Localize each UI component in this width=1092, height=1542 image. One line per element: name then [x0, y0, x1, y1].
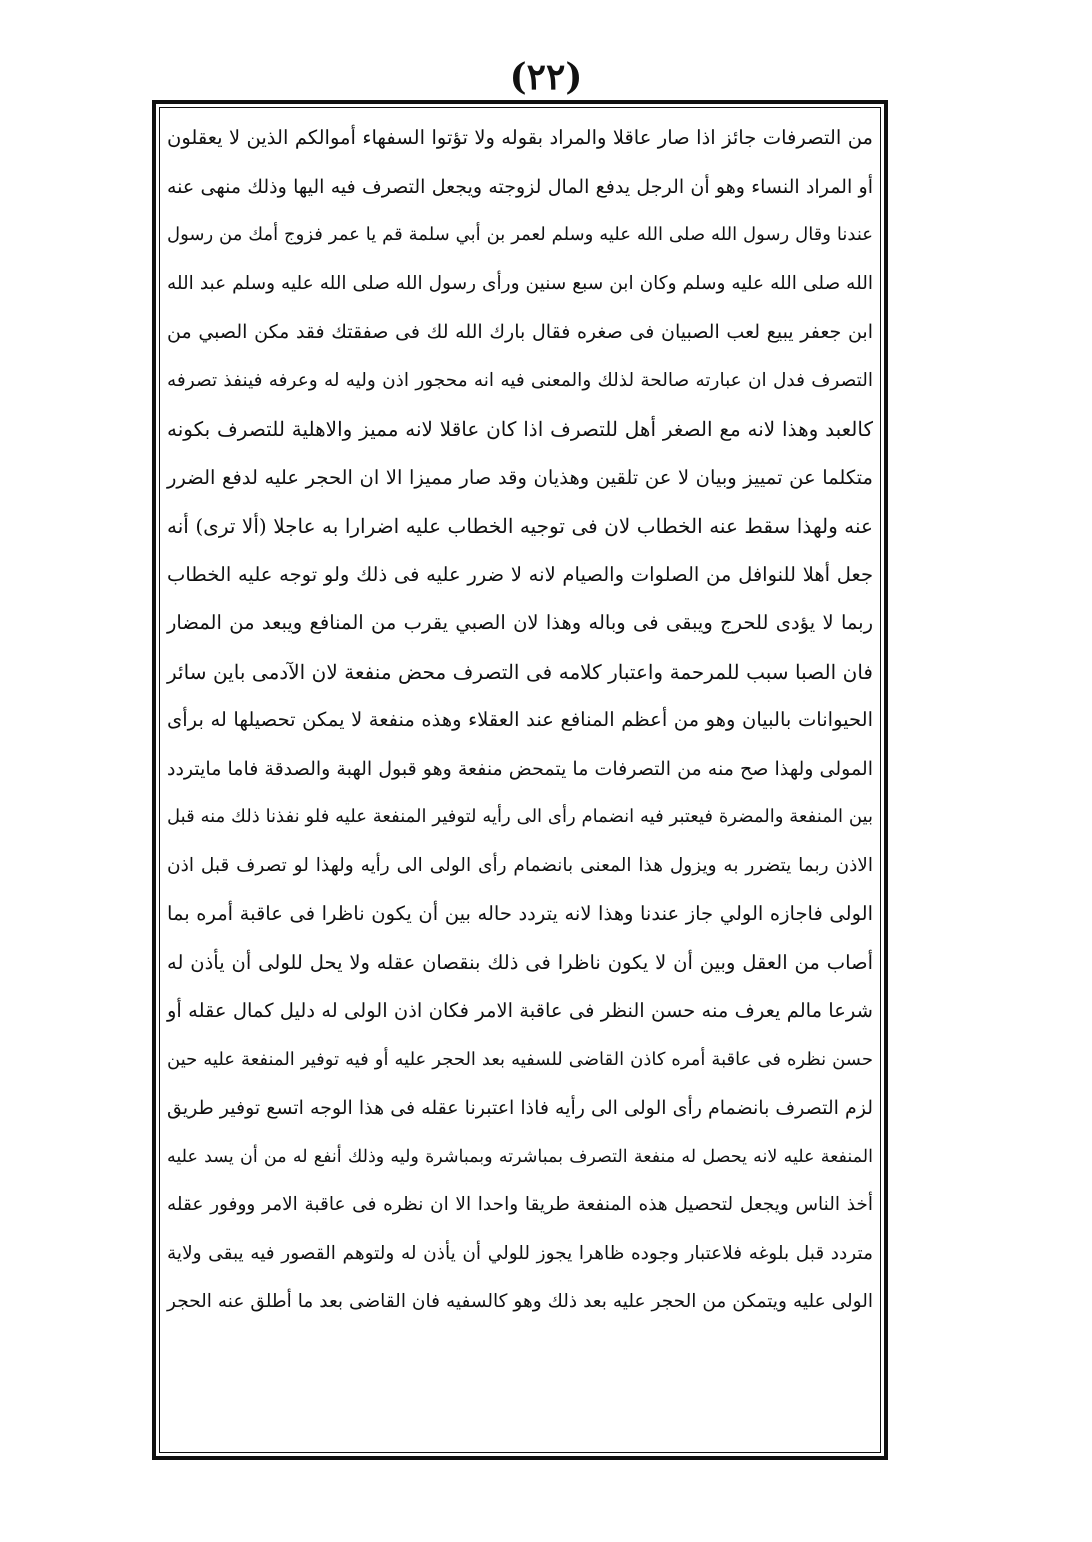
text-line: أخذ الناس ويجعل لتحصيل هذه المنفعة طريقا واحدا الا ان نظره فى عاقبة الامر ووفور عقله	[167, 1194, 873, 1215]
text-line: ربما لا يؤدى للحرج ويبقى فى وباله وهذا لان الصبي يقرب من المنافع ويبعد من المضار	[167, 611, 873, 634]
text-line: عنه ولهذا سقط عنه الخطاب لان فى توجيه الخطاب عليه اضرارا به عاجلا (ألا ترى) أنه	[167, 514, 873, 538]
text-line: بين المنفعة والمضرة فيعتبر فيه انضمام رأى الى رأيه لتوفير المنفعة عليه فلو نفذنا ذلك منه قبل	[167, 806, 873, 827]
text-line: جعل أهلا للنوافل من الصلوات والصيام لانه لا ضرر عليه فى ذلك ولو توجه عليه الخطاب	[167, 562, 873, 586]
text-line: من التصرفات جائز اذا صار عاقلا والمراد بقوله ولا تؤتوا السفهاء أموالكم الذين لا يعقلون	[167, 126, 873, 149]
text-line: شرعا مالم يعرف منه حسن النظر فى عاقبة الامر فكان اذن الولى له دليل كمال عقله أو	[167, 999, 873, 1022]
body-text	[165, 114, 875, 1450]
text-line: أصاب من العقل وبين أن لا يكون ناظرا فى ذلك بنقصان عقله ولا يحل للولى أن يأذن له	[167, 950, 873, 974]
text-line: متردد قبل بلوغه فلاعتبار وجوده ظاهرا يجوز للولي أن يأذن له ولتوهم القصور فيه يبقى ولاية	[167, 1242, 873, 1264]
text-line: المولى ولهذا صح منه من التصرفات ما يتمحض منفعة وهو قبول الهبة والصدقة فاما مايتردد	[167, 757, 873, 780]
text-line: التصرف فدل ان عبارته صالحة لذلك والمعنى فيه انه محجور اذن وليه له وعرفه فينفذ تصرفه	[167, 369, 873, 391]
text-line: الله صلى الله عليه وسلم وكان ابن سبع سنين ورأى رسول الله صلى الله عليه وسلم عبد الله	[167, 272, 873, 294]
text-line: متكلما عن تمييز وبيان لا عن تلقين وهذيان وقد صار مميزا الا ان الحجر عليه لدفع الضرر	[167, 465, 873, 489]
text-line: كالعبد وهذا لانه مع الصغر أهل للتصرف اذا كان عاقلا لانه مميز والاهلية للتصرف بكونه	[167, 417, 873, 441]
text-line: لزم التصرف بانضمام رأى الولى الى رأيه فاذا اعتبرنا عقله فى هذا الوجه اتسع توفير طريق	[167, 1097, 873, 1119]
text-line: الحيوانات بالبيان وهو من أعظم المنافع عند العقلاء وهذه منفعة لا يمكن تحصيلها له برأى	[167, 708, 873, 731]
text-line: المنفعة عليه لانه يحصل له منفعة التصرف بمباشرته وبمباشرة وليه وذلك أنفع له من أن يسد عليه	[167, 1146, 873, 1167]
page-number: (٢٢)	[509, 56, 583, 98]
text-line: الاذن ربما يتضرر به ويزول هذا المعنى بانضمام رأى الولى الى رأيه ولهذا لو تصرف قبل اذن	[167, 854, 873, 876]
text-line: الولى عليه ويتمكن من الحجر عليه بعد ذلك وهو كالسفيه فان القاضى بعد ما أطلق عنه الحجر	[167, 1291, 873, 1312]
text-line: فان الصبا سبب للمرحمة واعتبار كلامه فى التصرف محض منفعة لان الآدمى باين سائر	[167, 659, 873, 684]
text-line: حسن نظره فى عاقبة أمره كاذن القاضى للسفيه بعد الحجر عليه أو فيه توفير المنفعة عليه حين	[167, 1048, 873, 1070]
text-line: أو المراد النساء وهو أن الرجل يدفع المال لزوجته ويجعل التصرف فيه اليها وذلك منهى عنه	[167, 175, 873, 198]
text-line: عندنا وقال رسول الله صلى الله عليه وسلم لعمر بن أبي سلمة قم يا عمر فزوج أمك من رسول	[167, 224, 873, 245]
text-line: ابن جعفر يبيع لعب الصبيان فى صغره فقال بارك الله لك فى صفقتك فقد مكن الصبي من	[167, 321, 873, 343]
text-line: الولى فاجازه الولي جاز عندنا وهذا لانه يتردد حاله بين أن يكون ناظرا فى عاقبة أمره بما	[167, 902, 873, 925]
